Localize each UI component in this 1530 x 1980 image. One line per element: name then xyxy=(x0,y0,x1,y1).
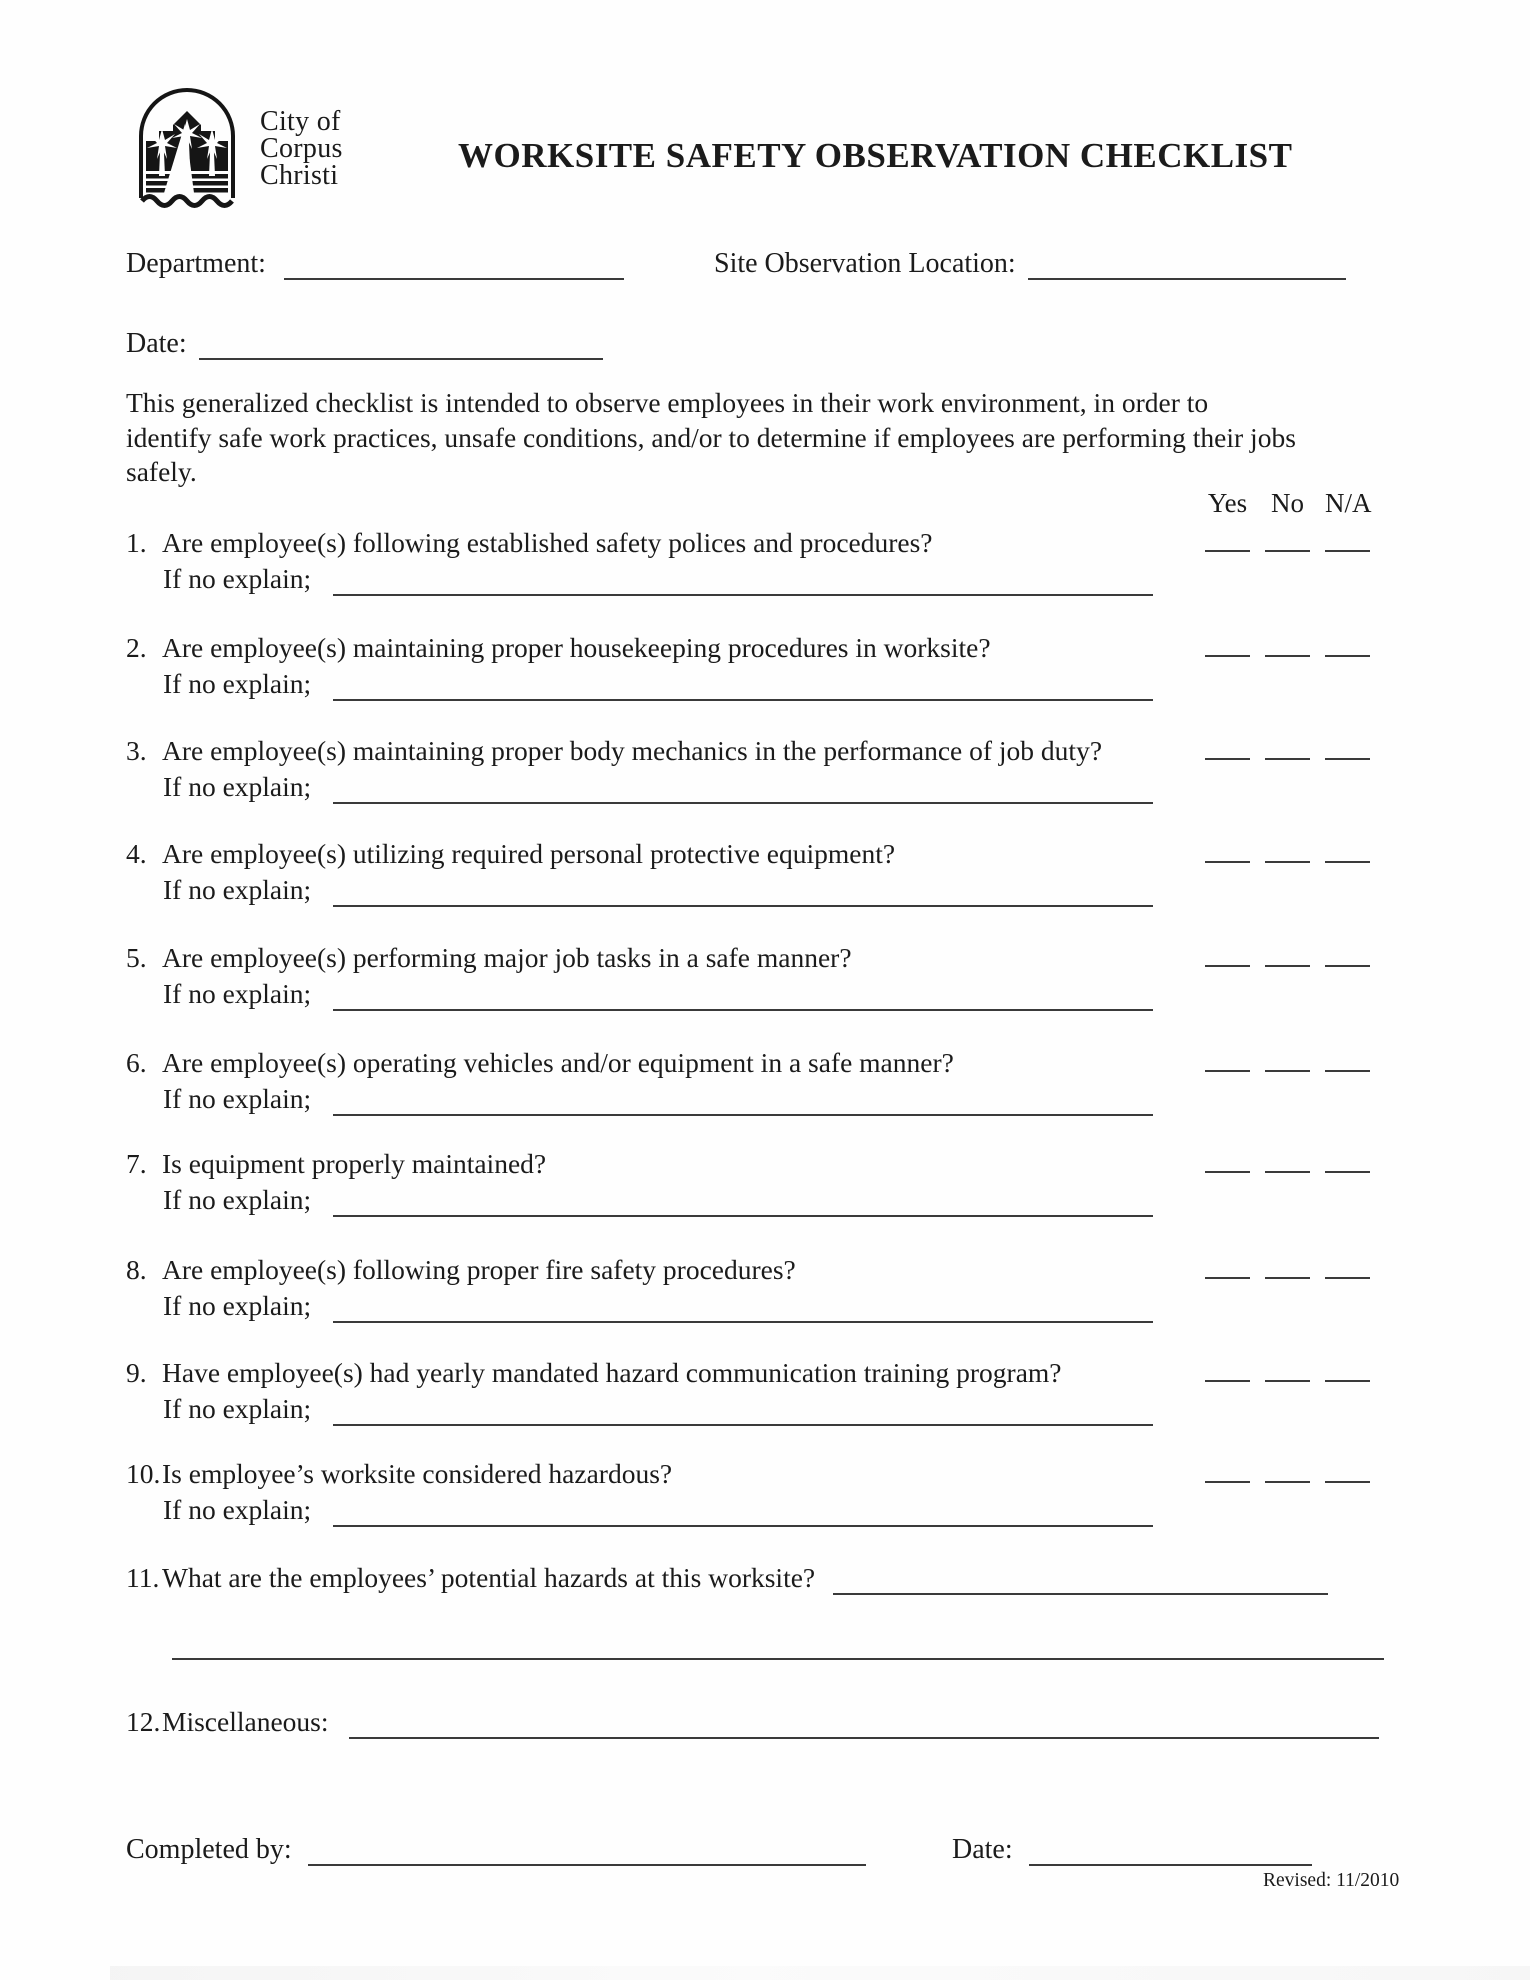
no-field[interactable] xyxy=(1265,639,1310,657)
question-row-12 xyxy=(126,1706,1379,1739)
question-row-9 xyxy=(126,1357,1062,1389)
intro-line: This generalized checklist is intended to observe employees in their work environment, in order to xyxy=(126,387,1209,418)
explain-field[interactable] xyxy=(333,1301,1153,1323)
site-location-label: Site Observation Location: xyxy=(714,248,1016,279)
question-number: 8. xyxy=(126,1254,147,1285)
explain-row-9 xyxy=(163,1393,1153,1426)
if-no-explain-label: If no explain; xyxy=(163,978,312,1009)
question-text: Miscellaneous: xyxy=(162,1706,329,1737)
question-text: Are employee(s) maintaining proper housekeeping procedures in worksite? xyxy=(162,632,991,663)
question-text: Are employee(s) utilizing required personal protective equipment? xyxy=(162,838,896,869)
explain-row-6 xyxy=(163,1083,1153,1116)
logo-text-line2: Corpus xyxy=(260,133,343,164)
if-no-explain-label: If no explain; xyxy=(163,1393,312,1424)
if-no-explain-label: If no explain; xyxy=(163,668,312,699)
if-no-explain-label: If no explain; xyxy=(163,1290,312,1321)
yes-field[interactable] xyxy=(1205,1465,1250,1483)
footer-date-row xyxy=(952,1834,1312,1866)
question-number: 3. xyxy=(126,735,147,766)
revised-note: Revised: 11/2010 xyxy=(1263,1870,1400,1891)
city-of-corpus-christi-logo-icon xyxy=(128,78,246,214)
explain-field[interactable] xyxy=(333,989,1153,1011)
question-number: 1. xyxy=(126,527,147,558)
department-field[interactable] xyxy=(284,258,624,280)
question-row-11 xyxy=(126,1562,1328,1595)
answer-blanks-7 xyxy=(1205,1155,1370,1173)
explain-row-8 xyxy=(163,1290,1153,1323)
no-field[interactable] xyxy=(1265,1465,1310,1483)
no-field[interactable] xyxy=(1265,845,1310,863)
explain-field[interactable] xyxy=(333,1094,1153,1116)
yes-field[interactable] xyxy=(1205,949,1250,967)
question-row-8 xyxy=(126,1254,796,1286)
footer-date-label: Date: xyxy=(952,1834,1013,1865)
question-text: Have employee(s) had yearly mandated hazard communication training program? xyxy=(162,1357,1062,1388)
explain-row-5 xyxy=(163,978,1153,1011)
if-no-explain-label: If no explain; xyxy=(163,563,312,594)
question-row-5 xyxy=(126,942,852,974)
na-field[interactable] xyxy=(1325,1364,1370,1382)
question-text: Are employee(s) following established safety polices and procedures? xyxy=(162,527,933,558)
question-number: 11. xyxy=(126,1562,160,1593)
date-row xyxy=(126,328,603,360)
site-location-field[interactable] xyxy=(1028,258,1346,280)
na-field[interactable] xyxy=(1325,1261,1370,1279)
yes-field[interactable] xyxy=(1205,1364,1250,1382)
hazards-field[interactable] xyxy=(833,1573,1328,1595)
if-no-explain-label: If no explain; xyxy=(163,1083,312,1114)
no-field[interactable] xyxy=(1265,949,1310,967)
question-text: What are the employees’ potential hazards at this worksite? xyxy=(162,1562,816,1593)
explain-field[interactable] xyxy=(333,1505,1153,1527)
question-number: 4. xyxy=(126,838,147,869)
question-row-6 xyxy=(126,1047,954,1079)
form-title: WORKSITE SAFETY OBSERVATION CHECKLIST xyxy=(458,136,1293,175)
explain-row-2 xyxy=(163,668,1153,701)
yes-field[interactable] xyxy=(1205,1261,1250,1279)
explain-row-1 xyxy=(163,563,1153,596)
explain-field[interactable] xyxy=(333,574,1153,596)
na-field[interactable] xyxy=(1325,1054,1370,1072)
question-row-7 xyxy=(126,1148,546,1180)
hazards-field-line-2[interactable] xyxy=(172,1640,1384,1660)
yes-field[interactable] xyxy=(1205,1155,1250,1173)
scan-artifact xyxy=(110,1966,1530,1980)
footer-date-field[interactable] xyxy=(1029,1844,1312,1866)
question-text: Is employee’s worksite considered hazardous? xyxy=(162,1458,673,1489)
explain-field[interactable] xyxy=(333,679,1153,701)
if-no-explain-label: If no explain; xyxy=(163,874,312,905)
answer-blanks-9 xyxy=(1205,1364,1370,1382)
question-row-4 xyxy=(126,838,895,870)
answer-column-headers xyxy=(1205,488,1370,519)
question-row-3 xyxy=(126,735,1102,767)
answer-blanks-2 xyxy=(1205,639,1370,657)
logo-text-line3: Christi xyxy=(260,160,339,191)
question-row-10 xyxy=(126,1458,672,1490)
intro-line: identify safe work practices, unsafe conditions, and/or to determine if employees are performing their jobs xyxy=(126,421,1296,453)
yes-field[interactable] xyxy=(1205,1054,1250,1072)
explain-field[interactable] xyxy=(333,782,1153,804)
na-field[interactable] xyxy=(1325,534,1370,552)
na-field[interactable] xyxy=(1325,1155,1370,1173)
explain-field[interactable] xyxy=(333,1195,1153,1217)
explain-row-7 xyxy=(163,1184,1153,1217)
if-no-explain-label: If no explain; xyxy=(163,1494,312,1525)
explain-row-10 xyxy=(163,1494,1153,1527)
yes-field[interactable] xyxy=(1205,639,1250,657)
question-number: 12. xyxy=(126,1706,161,1737)
question-number: 5. xyxy=(126,942,147,973)
yes-field[interactable] xyxy=(1205,534,1250,552)
date-field[interactable] xyxy=(199,338,603,360)
answer-blanks-10 xyxy=(1205,1465,1370,1483)
if-no-explain-label: If no explain; xyxy=(163,771,312,802)
na-field[interactable] xyxy=(1325,845,1370,863)
no-column-header: No xyxy=(1271,488,1304,518)
question-row-2 xyxy=(126,632,991,664)
na-field[interactable] xyxy=(1325,742,1370,760)
na-field[interactable] xyxy=(1325,639,1370,657)
question-text: Are employee(s) maintaining proper body mechanics in the performance of job duty? xyxy=(162,735,1103,766)
logo-text xyxy=(260,108,343,189)
answer-blanks-6 xyxy=(1205,1054,1370,1072)
question-number: 6. xyxy=(126,1047,147,1078)
question-text: Are employee(s) following proper fire safety procedures? xyxy=(162,1254,796,1285)
explain-field[interactable] xyxy=(333,1404,1153,1426)
yes-field[interactable] xyxy=(1205,845,1250,863)
question-number: 10. xyxy=(126,1458,161,1489)
if-no-explain-label: If no explain; xyxy=(163,1184,312,1215)
intro-line: safely. xyxy=(126,456,197,487)
completed-by-row xyxy=(126,1834,866,1866)
question-text: Are employee(s) performing major job tasks in a safe manner? xyxy=(162,942,852,973)
no-field[interactable] xyxy=(1265,1054,1310,1072)
explain-field[interactable] xyxy=(333,885,1153,907)
explain-row-3 xyxy=(163,771,1153,804)
site-location-row xyxy=(714,248,1346,280)
question-number: 9. xyxy=(126,1357,147,1388)
question-text: Are employee(s) operating vehicles and/or equipment in a safe manner? xyxy=(162,1047,954,1078)
no-field[interactable] xyxy=(1265,1155,1310,1173)
answer-blanks-4 xyxy=(1205,845,1370,863)
question-text: Is equipment properly maintained? xyxy=(162,1148,547,1179)
date-label: Date: xyxy=(126,328,187,359)
no-field[interactable] xyxy=(1265,1261,1310,1279)
department-row xyxy=(126,248,624,280)
question-number: 7. xyxy=(126,1148,147,1179)
yes-column-header: Yes xyxy=(1207,488,1248,518)
yes-field[interactable] xyxy=(1205,742,1250,760)
no-field[interactable] xyxy=(1265,534,1310,552)
na-field[interactable] xyxy=(1325,1465,1370,1483)
answer-blanks-8 xyxy=(1205,1261,1370,1279)
intro-paragraph xyxy=(126,386,1296,490)
logo-text-line1: City of xyxy=(260,106,341,137)
question-row-1 xyxy=(126,527,933,559)
completed-by-label: Completed by: xyxy=(126,1834,292,1865)
answer-blanks-5 xyxy=(1205,949,1370,967)
completed-by-field[interactable] xyxy=(308,1844,866,1866)
department-label: Department: xyxy=(126,248,266,279)
no-field[interactable] xyxy=(1265,1364,1310,1382)
answer-blanks-3 xyxy=(1205,742,1370,760)
na-column-header: N/A xyxy=(1325,488,1372,518)
na-field[interactable] xyxy=(1325,949,1370,967)
miscellaneous-field[interactable] xyxy=(349,1717,1379,1739)
answer-blanks-1 xyxy=(1205,534,1370,552)
no-field[interactable] xyxy=(1265,742,1310,760)
explain-row-4 xyxy=(163,874,1153,907)
question-number: 2. xyxy=(126,632,147,663)
